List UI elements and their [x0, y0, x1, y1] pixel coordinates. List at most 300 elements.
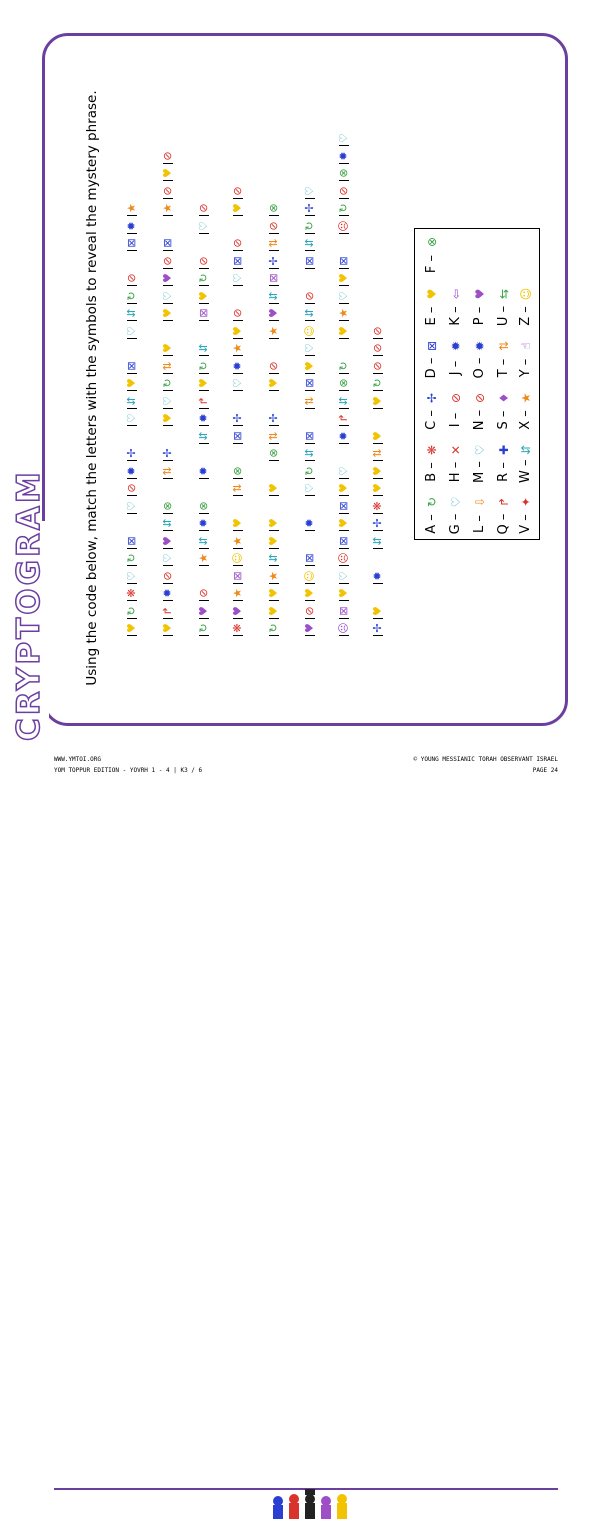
- cipher-symbol: ☹: [337, 622, 350, 634]
- cipher-cell: [196, 587, 212, 601]
- cipher-symbol: ❋: [125, 588, 138, 598]
- cipher-symbol: ♥: [125, 623, 138, 633]
- key-symbol: ✢: [425, 392, 439, 404]
- key-letter: D –: [424, 357, 439, 379]
- key-letter: L –: [472, 515, 487, 533]
- cipher-cell: [266, 290, 282, 304]
- key-symbol: ♦: [497, 392, 511, 404]
- cipher-cell: [160, 465, 176, 479]
- cipher-symbol: ❋: [371, 500, 384, 511]
- key-entry: [469, 496, 491, 537]
- cipher-cell: [302, 342, 318, 356]
- cipher-cell: [336, 185, 352, 199]
- cipher-cell: [302, 605, 318, 619]
- cipher-symbol: ★: [161, 203, 174, 213]
- cipher-cell: [370, 360, 386, 374]
- cipher-symbol: ♥: [337, 273, 350, 283]
- cipher-symbol: ↻: [125, 290, 138, 301]
- cipher-cell: [124, 587, 140, 601]
- cipher-cell: [302, 517, 318, 531]
- cipher-symbol: ♥: [371, 605, 384, 616]
- cipher-symbol: ⊘: [197, 255, 210, 266]
- cipher-symbol: ★: [197, 553, 210, 563]
- cipher-cell: [336, 412, 352, 426]
- cipher-cell: [230, 272, 246, 286]
- key-letter: H –: [448, 461, 463, 483]
- cipher-symbol: ★: [267, 325, 280, 336]
- cipher-cell: [336, 430, 352, 444]
- cipher-cell: [160, 412, 176, 426]
- cipher-symbol: ⊘: [161, 570, 174, 581]
- cipher-symbol: ✢: [161, 448, 174, 458]
- cipher-cell: [266, 272, 282, 286]
- cipher-symbol: ♡: [161, 290, 174, 301]
- cipher-symbol: ♡: [303, 483, 316, 493]
- cipher-cell: [196, 395, 212, 409]
- cipher-symbol: ✢: [267, 255, 280, 266]
- key-entry: [445, 496, 467, 537]
- footer-website[interactable]: WWW.YMTOI.ORG: [54, 756, 101, 763]
- cipher-cell: [230, 412, 246, 426]
- cipher-cell: [302, 185, 318, 199]
- key-symbol: ⊘: [473, 392, 487, 404]
- cipher-symbol: ♥: [197, 290, 210, 301]
- cipher-symbol: ↻: [371, 378, 384, 388]
- cipher-symbol: ⊠: [231, 430, 244, 441]
- cipher-cell: [124, 360, 140, 374]
- cipher-symbol: ⇵: [303, 448, 316, 458]
- mascot-purple: [321, 1496, 331, 1519]
- key-symbol: ⇵: [519, 444, 533, 456]
- key-column-4: [493, 229, 515, 539]
- key-symbol: ↱: [497, 496, 511, 508]
- cipher-cell: [370, 482, 386, 496]
- cipher-cell: [230, 482, 246, 496]
- cipher-symbol: ⊠: [125, 535, 138, 546]
- cipher-symbol: ⊘: [303, 605, 316, 616]
- key-entry: [493, 444, 515, 485]
- key-entry: [493, 496, 515, 537]
- cipher-cell: [302, 570, 318, 584]
- mascot-black: [305, 1489, 315, 1519]
- cipher-symbol: ⇅: [161, 465, 174, 476]
- key-symbol: ⊘: [449, 392, 463, 404]
- cipher-symbol: ♡: [125, 325, 138, 336]
- cipher-cell: [196, 202, 212, 216]
- cipher-cell: [230, 255, 246, 269]
- key-column-5: [515, 229, 537, 539]
- cipher-symbol: ✢: [231, 413, 244, 423]
- cipher-symbol: ⊗: [337, 378, 350, 388]
- cipher-symbol: ✹: [337, 150, 350, 161]
- page-title: CRYPTOGRAM: [11, 469, 47, 741]
- cipher-symbol: ⊘: [371, 360, 384, 371]
- cipher-symbol: ♡: [231, 273, 244, 283]
- key-letter: Q –: [496, 513, 511, 535]
- cipher-cell: [160, 622, 176, 636]
- cipher-symbol: ↻: [267, 623, 280, 633]
- cipher-symbol: ✢: [303, 203, 316, 213]
- key-symbol: ♥: [425, 288, 439, 300]
- cipher-symbol: ♡: [161, 395, 174, 406]
- cipher-cell: [124, 622, 140, 636]
- cipher-symbol: ⊘: [231, 238, 244, 248]
- cipher-symbol: ⇅: [161, 360, 174, 371]
- cipher-cell: [230, 325, 246, 339]
- cipher-cell: [336, 325, 352, 339]
- cipher-cell: [370, 605, 386, 619]
- key-symbol: ♥: [473, 288, 487, 300]
- cipher-symbol: ⇅: [371, 448, 384, 458]
- cipher-cell: [160, 360, 176, 374]
- cipher-symbol: ⊠: [303, 553, 316, 563]
- cipher-symbol: ♥: [125, 378, 138, 388]
- cipher-symbol: ⇵: [161, 518, 174, 528]
- cipher-cell: [370, 377, 386, 391]
- cipher-symbol: ♥: [231, 605, 244, 616]
- cryptogram-puzzle: [118, 112, 398, 642]
- cipher-cell: [124, 237, 140, 251]
- cipher-symbol: ⊗: [267, 203, 280, 213]
- cipher-cell: [196, 500, 212, 514]
- cipher-cell: [230, 570, 246, 584]
- cipher-cell: [230, 237, 246, 251]
- cipher-symbol: ★: [337, 308, 350, 318]
- cipher-symbol: ⊘: [161, 185, 174, 196]
- cipher-symbol: ♥: [337, 325, 350, 336]
- cipher-cell: [230, 517, 246, 531]
- cipher-cell: [124, 535, 140, 549]
- key-entry: [421, 496, 443, 537]
- cipher-symbol: ⊗: [337, 168, 350, 178]
- cipher-cell: [230, 587, 246, 601]
- cipher-cell: [336, 307, 352, 321]
- cipher-cell: [266, 552, 282, 566]
- cipher-cell: [336, 290, 352, 304]
- cipher-key: [414, 228, 540, 540]
- cipher-symbol: ♥: [231, 203, 244, 213]
- key-symbol: ✹: [449, 340, 463, 352]
- footer-copyright: © YOUNG MESSIANIC TORAH OBSERVANT ISRAEL: [413, 756, 558, 763]
- cipher-symbol: ♡: [337, 570, 350, 581]
- cipher-symbol: ✹: [231, 360, 244, 371]
- cipher-symbol: ⇅: [267, 430, 280, 441]
- cipher-cell: [196, 342, 212, 356]
- key-entry: [445, 392, 467, 433]
- cipher-symbol: ★: [125, 203, 138, 213]
- cipher-symbol: ✹: [125, 465, 138, 476]
- cipher-symbol: ♥: [303, 623, 316, 633]
- key-entry: [421, 236, 443, 277]
- cipher-cell: [266, 430, 282, 444]
- cipher-cell: [302, 360, 318, 374]
- key-letter: I –: [448, 412, 463, 428]
- cipher-cell: [336, 552, 352, 566]
- cipher-symbol: ♥: [197, 605, 210, 616]
- cipher-symbol: ★: [231, 535, 244, 546]
- cipher-cell: [266, 237, 282, 251]
- cipher-cell: [336, 605, 352, 619]
- cipher-cell: [196, 412, 212, 426]
- cipher-symbol: ↻: [197, 273, 210, 283]
- key-symbol: ↻: [425, 496, 439, 508]
- cipher-symbol: ⊘: [197, 588, 210, 598]
- cipher-cell: [196, 605, 212, 619]
- cipher-cell: [370, 465, 386, 479]
- cipher-symbol: ↱: [161, 605, 174, 616]
- cipher-symbol: ⊘: [267, 360, 280, 371]
- cipher-cell: [302, 552, 318, 566]
- cipher-symbol: ♥: [161, 273, 174, 283]
- key-entry: [445, 444, 467, 485]
- cipher-symbol: ↻: [303, 465, 316, 476]
- cipher-symbol: ☹: [337, 552, 350, 564]
- cipher-symbol: ♡: [161, 553, 174, 563]
- cipher-cell: [266, 307, 282, 321]
- key-symbol: ✚: [497, 444, 511, 456]
- cipher-cell: [124, 482, 140, 496]
- cipher-cell: [124, 377, 140, 391]
- cipher-cell: [370, 500, 386, 514]
- cipher-cell: [370, 342, 386, 356]
- cipher-symbol: ♥: [161, 535, 174, 546]
- cipher-symbol: ⇅: [231, 483, 244, 493]
- footer-page-number: PAGE 24: [532, 767, 558, 774]
- cipher-cell: [124, 220, 140, 234]
- cipher-cell: [370, 535, 386, 549]
- cipher-symbol: ♥: [161, 168, 174, 178]
- cipher-cell: [196, 255, 212, 269]
- key-entry: [469, 444, 491, 485]
- key-letter: W –: [518, 459, 533, 483]
- cipher-cell: [160, 570, 176, 584]
- cipher-cell: [266, 482, 282, 496]
- cipher-symbol: ⇵: [125, 395, 138, 406]
- cipher-symbol: ♥: [371, 395, 384, 406]
- key-letter: R –: [496, 462, 511, 482]
- cipher-cell: [124, 500, 140, 514]
- key-symbol: ⇦: [449, 288, 463, 300]
- cipher-symbol: ♥: [371, 430, 384, 441]
- key-symbol: ✦: [519, 496, 533, 508]
- cipher-cell: [302, 587, 318, 601]
- cipher-cell: [230, 605, 246, 619]
- key-entry: [469, 288, 491, 329]
- cipher-cell: [160, 202, 176, 216]
- cipher-symbol: ✹: [161, 588, 174, 598]
- cipher-symbol: ♡: [337, 290, 350, 301]
- cipher-symbol: ✢: [267, 413, 280, 423]
- key-entry: [515, 444, 537, 485]
- cipher-cell: [124, 447, 140, 461]
- cipher-cell: [370, 517, 386, 531]
- cipher-symbol: ✢: [371, 623, 384, 633]
- cipher-cell: [124, 290, 140, 304]
- key-symbol: ♡: [473, 444, 487, 456]
- cipher-cell: [124, 202, 140, 216]
- footer-separator: |: [173, 767, 181, 774]
- cipher-cell: [160, 517, 176, 531]
- cipher-symbol: ♡: [125, 570, 138, 581]
- cipher-symbol: ⊘: [267, 220, 280, 231]
- cipher-cell: [302, 290, 318, 304]
- cipher-cell: [266, 517, 282, 531]
- cipher-symbol: ♥: [267, 605, 280, 616]
- key-letter: T –: [496, 358, 511, 378]
- key-letter: E –: [424, 306, 439, 326]
- cipher-cell: [302, 465, 318, 479]
- cipher-cell: [370, 447, 386, 461]
- cipher-symbol: ↻: [197, 623, 210, 633]
- cipher-symbol: ⊠: [231, 570, 244, 581]
- key-entry: [421, 340, 443, 381]
- cipher-cell: [302, 237, 318, 251]
- cipher-cell: [370, 570, 386, 584]
- cipher-cell: [230, 342, 246, 356]
- key-entry: [445, 340, 467, 381]
- cipher-cell: [230, 552, 246, 566]
- cipher-cell: [160, 185, 176, 199]
- cipher-cell: [230, 535, 246, 549]
- cipher-symbol: ⇵: [267, 290, 280, 301]
- cipher-cell: [124, 272, 140, 286]
- key-letter: K –: [448, 306, 463, 326]
- cipher-symbol: ☺: [231, 552, 244, 564]
- cipher-symbol: ⊗: [161, 500, 174, 511]
- cipher-symbol: ⊘: [125, 273, 138, 283]
- cipher-symbol: ♥: [303, 360, 316, 371]
- cipher-cell: [230, 360, 246, 374]
- cipher-cell: [336, 517, 352, 531]
- cipher-symbol: ✹: [197, 465, 210, 476]
- cipher-symbol: ⊠: [337, 255, 350, 266]
- cipher-cell: [336, 587, 352, 601]
- cipher-cell: [160, 255, 176, 269]
- key-symbol: ⊗: [425, 236, 439, 248]
- key-entry: [493, 288, 515, 329]
- cipher-symbol: ♥: [267, 308, 280, 318]
- cipher-symbol: ✹: [371, 570, 384, 581]
- cipher-cell: [336, 150, 352, 164]
- cipher-symbol: ⊗: [231, 465, 244, 476]
- cipher-cell: [302, 377, 318, 391]
- cipher-cell: [196, 290, 212, 304]
- cipher-symbol: ⇵: [337, 395, 350, 406]
- cipher-cell: [230, 307, 246, 321]
- cipher-symbol: ↻: [337, 360, 350, 371]
- key-letter: N –: [472, 409, 487, 431]
- cipher-cell: [196, 430, 212, 444]
- cipher-symbol: ✢: [371, 518, 384, 528]
- cipher-symbol: ♥: [337, 518, 350, 528]
- cipher-symbol: ↻: [337, 203, 350, 213]
- cipher-cell: [160, 290, 176, 304]
- cipher-cell: [196, 377, 212, 391]
- cipher-symbol: ✹: [337, 430, 350, 441]
- cipher-cell: [266, 220, 282, 234]
- cipher-cell: [196, 307, 212, 321]
- key-letter: C –: [424, 410, 439, 430]
- cipher-symbol: ⊗: [197, 500, 210, 511]
- cipher-symbol: ♥: [371, 483, 384, 493]
- key-symbol: ⇆: [497, 288, 511, 300]
- key-letter: O –: [472, 357, 487, 379]
- cipher-symbol: ♥: [161, 308, 174, 318]
- cipher-cell: [196, 552, 212, 566]
- cipher-symbol: ⊠: [267, 273, 280, 283]
- cipher-symbol: ⇵: [303, 238, 316, 248]
- key-letter: V –: [518, 514, 533, 534]
- cipher-cell: [336, 167, 352, 181]
- cipher-cell: [302, 220, 318, 234]
- cipher-symbol: ↻: [161, 378, 174, 388]
- instructions: Using the code below, match the letters with the symbols to reveal the mystery phrase.: [84, 90, 100, 686]
- cipher-symbol: ♥: [267, 535, 280, 546]
- cipher-cell: [196, 272, 212, 286]
- cipher-cell: [266, 535, 282, 549]
- cipher-cell: [160, 377, 176, 391]
- cipher-cell: [266, 325, 282, 339]
- cipher-symbol: ♥: [161, 343, 174, 353]
- cipher-cell: [124, 605, 140, 619]
- cipher-cell: [336, 132, 352, 146]
- cipher-cell: [124, 325, 140, 339]
- cipher-cell: [124, 412, 140, 426]
- cipher-cell: [336, 622, 352, 636]
- cipher-symbol: ⊘: [161, 150, 174, 161]
- cipher-cell: [266, 605, 282, 619]
- cipher-symbol: ★: [231, 343, 244, 353]
- cipher-cell: [266, 412, 282, 426]
- cipher-symbol: ⇵: [267, 553, 280, 563]
- cipher-cell: [160, 587, 176, 601]
- cipher-cell: [266, 447, 282, 461]
- key-letter: J –: [448, 360, 463, 376]
- cipher-cell: [266, 255, 282, 269]
- cipher-cell: [336, 570, 352, 584]
- key-letter: Z –: [518, 306, 533, 326]
- cipher-symbol: ⊠: [125, 238, 138, 248]
- cipher-cell: [160, 307, 176, 321]
- key-letter: A –: [424, 514, 439, 534]
- cipher-cell: [302, 325, 318, 339]
- cipher-symbol: ⇵: [125, 308, 138, 318]
- cipher-symbol: ✹: [197, 413, 210, 423]
- key-letter: U –: [496, 305, 511, 327]
- key-symbol: ⊠: [425, 340, 439, 352]
- cipher-symbol: ⊘: [231, 185, 244, 196]
- cipher-cell: [266, 377, 282, 391]
- key-letter: Y –: [518, 358, 533, 378]
- cipher-cell: [160, 167, 176, 181]
- cipher-cell: [160, 342, 176, 356]
- cipher-cell: [160, 500, 176, 514]
- cipher-cell: [370, 622, 386, 636]
- cipher-symbol: ⊠: [303, 255, 316, 266]
- key-symbol: ❋: [425, 444, 439, 456]
- cipher-symbol: ⇅: [303, 395, 316, 406]
- cipher-symbol: ⊘: [371, 343, 384, 353]
- cipher-symbol: ⊘: [303, 290, 316, 301]
- cipher-symbol: ♥: [231, 518, 244, 528]
- key-entry: [445, 288, 467, 329]
- key-symbol: ✕: [449, 444, 463, 456]
- cipher-symbol: ♡: [125, 413, 138, 423]
- cipher-cell: [196, 517, 212, 531]
- cipher-cell: [196, 360, 212, 374]
- cipher-cell: [230, 465, 246, 479]
- cipher-cell: [302, 430, 318, 444]
